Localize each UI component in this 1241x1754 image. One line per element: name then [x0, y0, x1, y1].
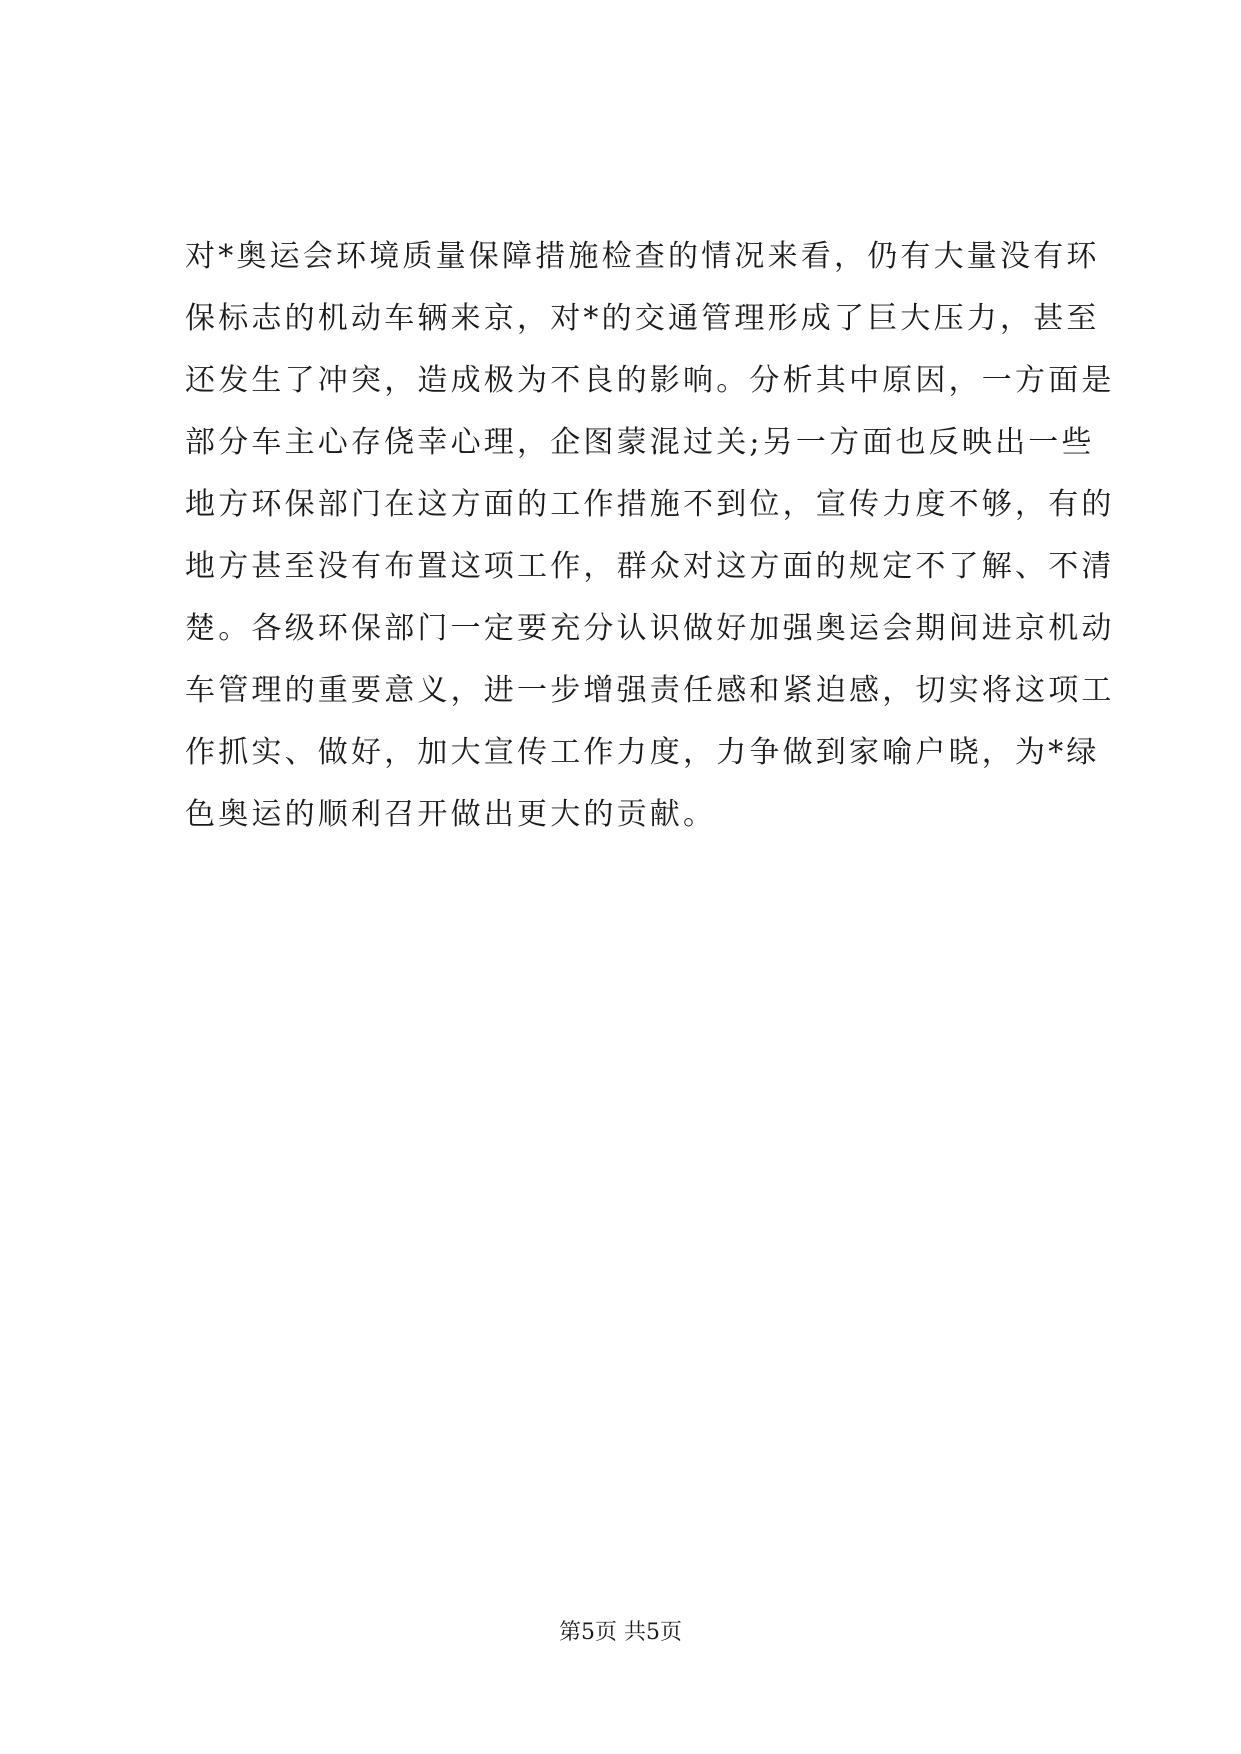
- paragraph-line: 保标志的机动车辆来京，对*的交通管理形成了巨大压力，甚至: [185, 301, 1100, 336]
- paragraph-line: 部分车主心存侥幸心理，企图蒙混过关;另一方面也反映出一些: [185, 425, 1095, 460]
- paragraph-line: 地方甚至没有布置这项工作，群众对这方面的规定不了解、不清: [185, 549, 1115, 584]
- paragraph-line: 楚。各级环保部门一定要充分认识做好加强奥运会期间进京机动: [185, 611, 1115, 646]
- paragraph-line: 对*奥运会环境质量保障措施检查的情况来看，仍有大量没有环: [185, 239, 1100, 274]
- body-paragraph: [185, 226, 1115, 846]
- paragraph-line: 地方环保部门在这方面的工作措施不到位，宣传力度不够，有的: [185, 487, 1115, 522]
- page-number-footer: 第5页 共5页: [559, 1620, 682, 1645]
- paragraph-line: 色奥运的顺利召开做出更大的贡献。: [185, 797, 717, 832]
- paragraph-line: 作抓实、做好，加大宣传工作力度，力争做到家喻户晓，为*绿: [185, 735, 1100, 770]
- paragraph-line: 车管理的重要意义，进一步增强责任感和紧迫感，切实将这项工: [185, 673, 1115, 708]
- paragraph-line: 还发生了冲突，造成极为不良的影响。分析其中原因，一方面是: [185, 363, 1115, 398]
